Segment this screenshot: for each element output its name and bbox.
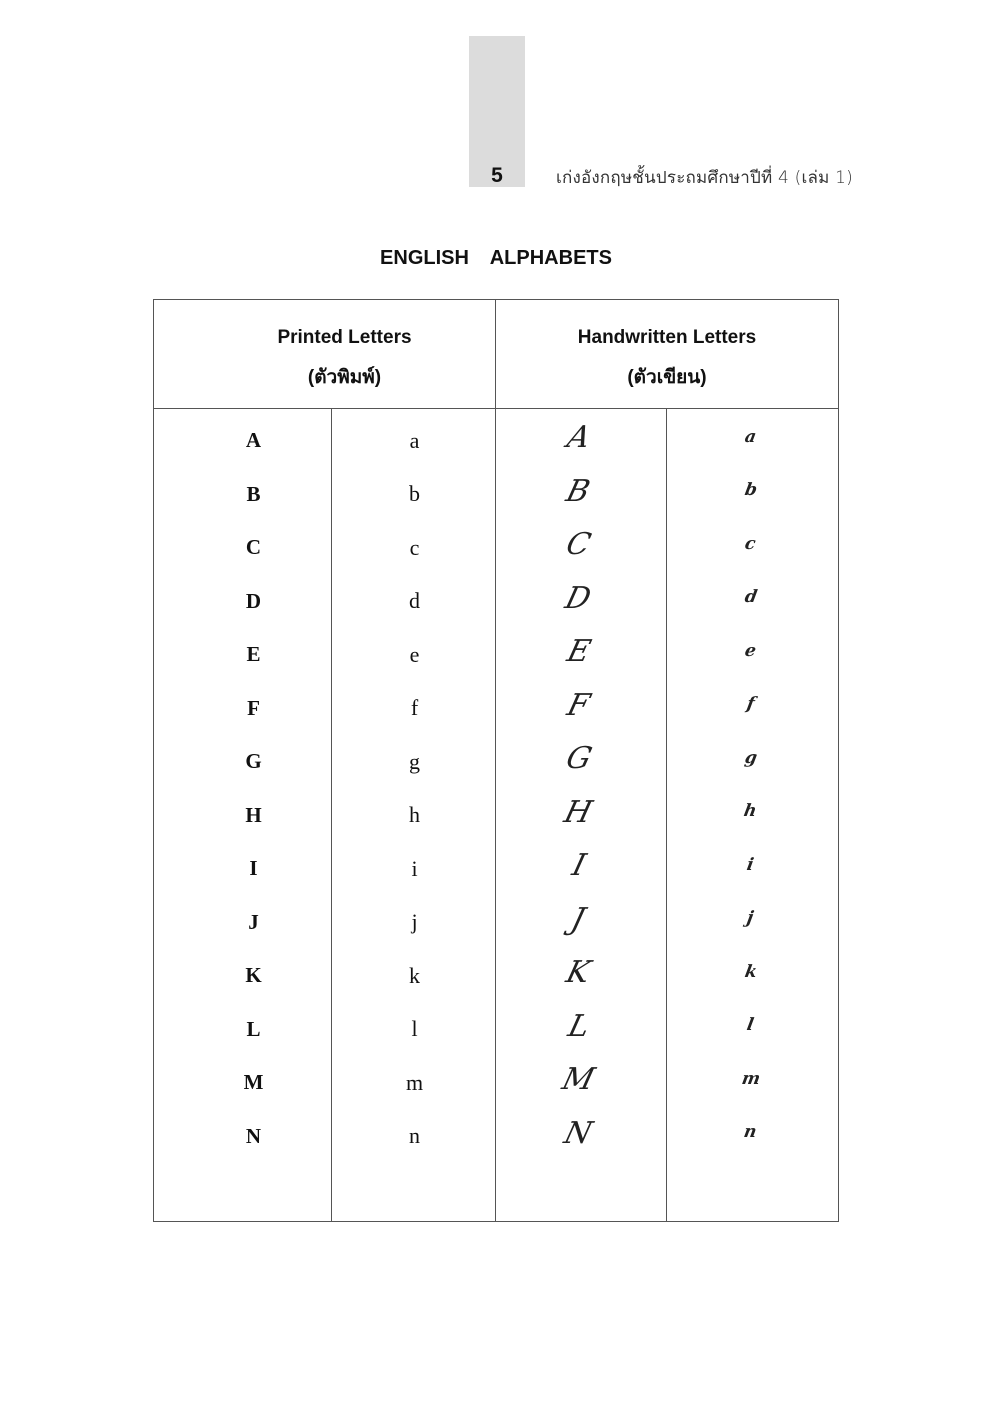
handwritten-uppercase-letter: D: [562, 580, 595, 616]
handwritten-uppercase-letter: G: [562, 741, 595, 777]
handwritten-lowercase-cell: [667, 735, 838, 789]
printed-uppercase-cell: [154, 789, 331, 843]
printed-lowercase-letter: j: [411, 909, 418, 935]
page-title: ENGLISH ALPHABETS: [380, 247, 612, 269]
handwritten-uppercase-letter: C: [562, 527, 595, 563]
printed-uppercase-cell: [154, 1110, 331, 1164]
handwritten-uppercase-cell: [496, 1003, 667, 1057]
handwritten-uppercase-letter: M: [558, 1062, 599, 1098]
printed-uppercase-letter: E: [246, 642, 261, 667]
header-handwritten-label: Handwritten Letters: [577, 327, 757, 348]
table-row: [154, 896, 838, 950]
printed-lowercase-letter: i: [411, 855, 418, 881]
handwritten-lowercase-cell: [667, 949, 838, 1003]
table-row: [154, 575, 838, 629]
handwritten-lowercase-letter: c: [743, 533, 758, 554]
printed-lowercase-cell: [331, 949, 496, 1003]
printed-uppercase-cell: [154, 575, 331, 629]
handwritten-lowercase-letter: g: [742, 747, 759, 768]
printed-uppercase-cell: [154, 628, 331, 682]
printed-uppercase-cell: [154, 414, 331, 468]
header-printed-thai: (ตัวพิมพ์): [307, 367, 382, 388]
handwritten-uppercase-cell: [496, 628, 667, 682]
printed-lowercase-letter: h: [409, 802, 420, 828]
printed-uppercase-letter: F: [247, 695, 260, 720]
handwritten-uppercase-letter: A: [563, 420, 594, 456]
handwritten-uppercase-cell: [496, 789, 667, 843]
printed-lowercase-cell: [331, 414, 496, 468]
handwritten-uppercase-letter: F: [563, 687, 594, 723]
printed-lowercase-cell: [331, 521, 496, 575]
printed-lowercase-letter: m: [405, 1069, 424, 1095]
handwritten-uppercase-cell: [496, 842, 667, 896]
table-row: [154, 789, 838, 843]
handwritten-uppercase-cell: [496, 1056, 667, 1110]
handwritten-lowercase-cell: [667, 414, 838, 468]
table-row: [154, 1056, 838, 1110]
header-handwritten-thai: (ตัวเขียน): [627, 367, 707, 388]
handwritten-uppercase-letter: E: [563, 634, 594, 670]
printed-uppercase-cell: [154, 735, 331, 789]
handwritten-uppercase-letter: J: [568, 901, 589, 937]
printed-uppercase-cell: [154, 949, 331, 1003]
handwritten-lowercase-cell: [667, 575, 838, 629]
printed-uppercase-letter: J: [248, 909, 259, 934]
printed-lowercase-letter: l: [411, 1016, 418, 1042]
printed-lowercase-cell: [331, 682, 496, 736]
header-printed-label: Printed Letters: [277, 327, 412, 348]
alphabet-table: [153, 299, 839, 1222]
handwritten-lowercase-cell: [667, 1056, 838, 1110]
handwritten-lowercase-letter: l: [745, 1015, 756, 1036]
handwritten-lowercase-letter: a: [743, 426, 758, 447]
printed-uppercase-letter: C: [245, 535, 262, 560]
handwritten-lowercase-letter: n: [742, 1122, 759, 1143]
handwritten-lowercase-letter: k: [742, 961, 759, 982]
table-row: [154, 468, 838, 522]
handwritten-lowercase-letter: i: [745, 854, 756, 875]
handwritten-lowercase-letter: h: [742, 801, 759, 822]
page-number: 5: [491, 164, 503, 187]
printed-lowercase-cell: [331, 735, 496, 789]
table-row: [154, 949, 838, 1003]
handwritten-uppercase-cell: [496, 949, 667, 1003]
printed-uppercase-cell: [154, 896, 331, 950]
header-printed-letters: [154, 300, 496, 408]
table-body: [154, 409, 838, 1221]
printed-lowercase-letter: k: [409, 962, 420, 988]
handwritten-uppercase-letter: L: [564, 1008, 593, 1044]
printed-lowercase-letter: c: [409, 534, 420, 560]
handwritten-lowercase-cell: [667, 628, 838, 682]
printed-uppercase-letter: K: [245, 963, 262, 988]
printed-lowercase-cell: [331, 628, 496, 682]
handwritten-lowercase-letter: e: [743, 640, 758, 661]
handwritten-uppercase-cell: [496, 468, 667, 522]
handwritten-lowercase-cell: [667, 842, 838, 896]
printed-uppercase-cell: [154, 468, 331, 522]
handwritten-uppercase-cell: [496, 896, 667, 950]
printed-lowercase-cell: [331, 575, 496, 629]
handwritten-uppercase-letter: H: [561, 794, 596, 830]
printed-lowercase-cell: [331, 1056, 496, 1110]
printed-uppercase-letter: B: [246, 481, 261, 506]
printed-lowercase-letter: n: [409, 1123, 420, 1149]
printed-uppercase-cell: [154, 682, 331, 736]
handwritten-uppercase-cell: [496, 414, 667, 468]
table-row: [154, 735, 838, 789]
printed-uppercase-letter: M: [243, 1070, 264, 1095]
table-row: [154, 1003, 838, 1057]
printed-lowercase-letter: b: [409, 481, 420, 507]
printed-lowercase-cell: [331, 468, 496, 522]
handwritten-lowercase-cell: [667, 521, 838, 575]
handwritten-lowercase-cell: [667, 1003, 838, 1057]
running-header: เก่งอังกฤษชั้นประถมศึกษาปีที่ 4 (เล่ม 1): [556, 168, 853, 188]
handwritten-uppercase-letter: N: [561, 1115, 596, 1151]
handwritten-lowercase-cell: [667, 1110, 838, 1164]
printed-lowercase-cell: [331, 1003, 496, 1057]
printed-uppercase-letter: D: [245, 588, 262, 613]
printed-uppercase-cell: [154, 842, 331, 896]
printed-lowercase-letter: a: [409, 427, 420, 453]
handwritten-uppercase-cell: [496, 735, 667, 789]
header-handwritten-letters: [496, 300, 838, 408]
printed-uppercase-cell: [154, 1056, 331, 1110]
printed-lowercase-cell: [331, 1110, 496, 1164]
printed-lowercase-letter: d: [409, 588, 420, 614]
printed-lowercase-cell: [331, 789, 496, 843]
table-header: [154, 300, 838, 409]
table-row: [154, 682, 838, 736]
handwritten-lowercase-letter: j: [745, 908, 756, 929]
table-row: [154, 1110, 838, 1164]
printed-uppercase-letter: N: [245, 1123, 262, 1148]
handwritten-lowercase-cell: [667, 682, 838, 736]
printed-uppercase-letter: I: [249, 856, 258, 881]
handwritten-lowercase-letter: b: [742, 480, 759, 501]
printed-lowercase-letter: g: [409, 748, 420, 774]
handwritten-lowercase-letter: m: [739, 1068, 762, 1089]
printed-lowercase-letter: f: [410, 695, 419, 721]
handwritten-uppercase-letter: K: [562, 955, 595, 991]
printed-uppercase-cell: [154, 521, 331, 575]
handwritten-lowercase-cell: [667, 789, 838, 843]
handwritten-lowercase-cell: [667, 896, 838, 950]
printed-lowercase-cell: [331, 842, 496, 896]
handwritten-lowercase-cell: [667, 468, 838, 522]
printed-uppercase-letter: A: [245, 428, 262, 453]
table-row: [154, 521, 838, 575]
handwritten-uppercase-cell: [496, 521, 667, 575]
printed-uppercase-letter: H: [245, 802, 262, 827]
handwritten-uppercase-letter: I: [568, 848, 589, 884]
handwritten-uppercase-letter: B: [563, 473, 594, 509]
printed-uppercase-cell: [154, 1003, 331, 1057]
handwritten-uppercase-cell: [496, 1110, 667, 1164]
printed-uppercase-letter: L: [246, 1016, 261, 1041]
table-row: [154, 842, 838, 896]
printed-lowercase-letter: e: [409, 641, 420, 667]
printed-lowercase-cell: [331, 896, 496, 950]
table-row: [154, 414, 838, 468]
handwritten-lowercase-letter: d: [742, 587, 759, 608]
handwritten-lowercase-letter: f: [745, 694, 756, 715]
table-row: [154, 628, 838, 682]
printed-uppercase-letter: G: [245, 749, 262, 774]
handwritten-uppercase-cell: [496, 575, 667, 629]
handwritten-uppercase-cell: [496, 682, 667, 736]
